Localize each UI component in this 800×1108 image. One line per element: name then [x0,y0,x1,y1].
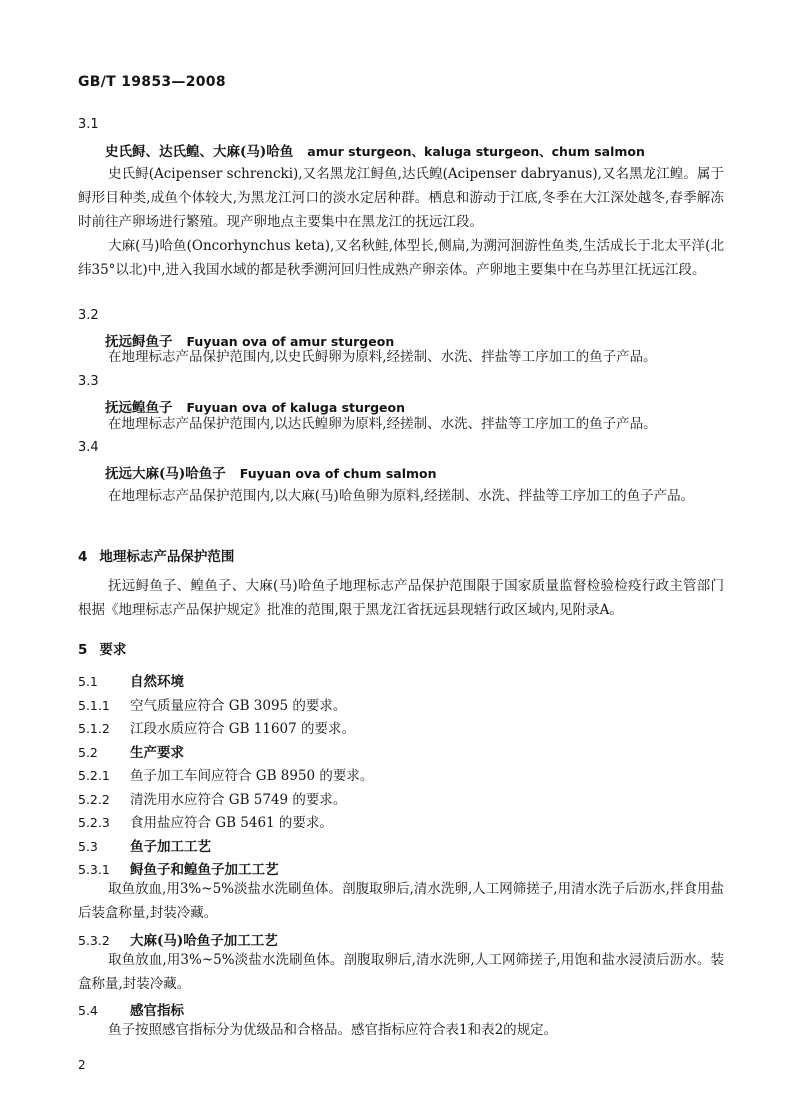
term-en: amur sturgeon、kaluga sturgeon、chum salmon [307,144,645,159]
section-number: 5.2.1 [78,768,110,783]
section-title: 感官指标 [130,1003,184,1019]
section-number: 5.3.2 [78,933,110,948]
section-number: 5.1.1 [78,698,110,713]
subsection-heading [78,999,184,1019]
clause [78,764,373,784]
subsection-heading [78,741,184,761]
section-number: 5.1.2 [78,721,110,736]
section-number: 5.2.2 [78,792,110,807]
section-number: 3.3 [78,374,99,389]
clause [78,717,355,737]
section-number: 5.3 [78,839,98,854]
standard-code: GB/T 19853—2008 [78,74,226,90]
term-cn: 抚远鳇鱼子 [105,400,173,416]
clause [78,694,346,714]
paragraph: 在地理标志产品保护范围内,以大麻(马)哈鱼卵为原料,经搓制、水洗、拌盐等工序加工的鱼子产品。 [108,488,695,504]
paragraph: 鱼子按照感官指标分为优级品和合格品。感官指标应符合表1和表2的规定。 [108,1022,558,1038]
term-heading [105,140,645,160]
section-number: 3.2 [78,308,99,323]
section-title: 鲟鱼子和鳇鱼子加工工艺 [130,862,279,878]
clause [78,788,346,808]
term-heading [105,462,437,482]
section-title: 地理标志产品保护范围 [99,549,235,565]
term-en: Fuyuan ova of kaluga sturgeon [186,400,406,415]
section-title: 要求 [99,642,127,658]
term-cn: 史氏鲟、达氏鳇、大麻(马)哈鱼 [105,144,294,160]
paragraph: 大麻(马)哈鱼(Oncorhynchus keta),又名秋鲑,体型长,侧扁,为溯河洄游性鱼类,生活成长于北太平洋(北纬35°以北)中,进入我国水域的都是秋季溯河回归性成熟产卵亲体。产卵地主要集中在乌苏里江抚远江段。 [78,238,724,278]
term-cn: 抚远鲟鱼子 [105,334,173,350]
subsection-heading [78,929,278,949]
subsection-heading [78,858,279,878]
paragraph: 取鱼放血,用3%~5%淡盐水洗刷鱼体。剖腹取卵后,清水洗卵,人工网筛搓子,用清水洗子后沥水,拌食用盐后装盒称量,封装冷藏。 [78,881,724,921]
clause-text: 食用盐应符合 GB 5461 的要求。 [130,815,333,831]
clause-text: 清洗用水应符合 GB 5749 的要求。 [130,792,347,808]
section-number: 4 [78,549,88,565]
paragraph: 在地理标志产品保护范围内,以达氏鳇卵为原料,经搓制、水洗、拌盐等工序加工的鱼子产品。 [108,416,657,432]
term-en: Fuyuan ova of chum salmon [239,466,437,481]
section-title: 自然环境 [130,674,184,690]
term-en: Fuyuan ova of amur sturgeon [186,334,395,349]
paragraph: 取鱼放血,用3%~5%淡盐水洗刷鱼体。剖腹取卵后,清水洗卵,人工网筛搓子,用饱和盐水浸渍后沥水。装盒称量,封装冷藏。 [78,952,724,992]
subsection-heading [78,835,211,855]
paragraph: 在地理标志产品保护范围内,以史氏鲟卵为原料,经搓制、水洗、拌盐等工序加工的鱼子产品。 [108,349,657,365]
section-number: 5.2.3 [78,815,110,830]
section-heading [78,545,234,565]
section-title: 鱼子加工工艺 [130,839,211,855]
section-number: 5.4 [78,1003,98,1018]
paragraph: 史氏鲟(Acipenser schrencki),又名黑龙江鲟鱼,达氏鳇(Acipenser dabryanus),又名黑龙江鳇。属于鲟形目种类,成鱼个体较大,为黑龙江河口的淡水定居种群。栖息和游动于江底,冬季在大江深处越冬,春季解冻时前往产卵场进行繁殖。现产卵地点主要集中在黑龙江的抚远江段。 [78,166,724,230]
section-number: 5 [78,642,88,658]
clause-text: 空气质量应符合 GB 3095 的要求。 [130,698,347,714]
section-number: 5.3.1 [78,862,110,877]
clause-text: 江段水质应符合 GB 11607 的要求。 [130,721,356,737]
clause-text: 鱼子加工车间应符合 GB 8950 的要求。 [130,768,374,784]
subsection-heading [78,670,184,690]
section-title: 生产要求 [130,745,184,761]
clause [78,811,333,831]
section-number: 3.4 [78,440,99,455]
section-number: 5.2 [78,745,98,760]
term-cn: 抚远大麻(马)哈鱼子 [105,466,226,482]
paragraph: 抚远鲟鱼子、鳇鱼子、大麻(马)哈鱼子地理标志产品保护范围限于国家质量监督检验检疫行政主管部门根据《地理标志产品保护规定》批准的范围,限于黑龙江省抚远县现辖行政区域内,见附录A。 [78,578,724,618]
page-number: 2 [78,1058,86,1072]
section-number: 5.1 [78,674,98,689]
section-heading [78,638,126,658]
section-title: 大麻(马)哈鱼子加工工艺 [130,933,278,949]
section-number: 3.1 [78,117,99,132]
